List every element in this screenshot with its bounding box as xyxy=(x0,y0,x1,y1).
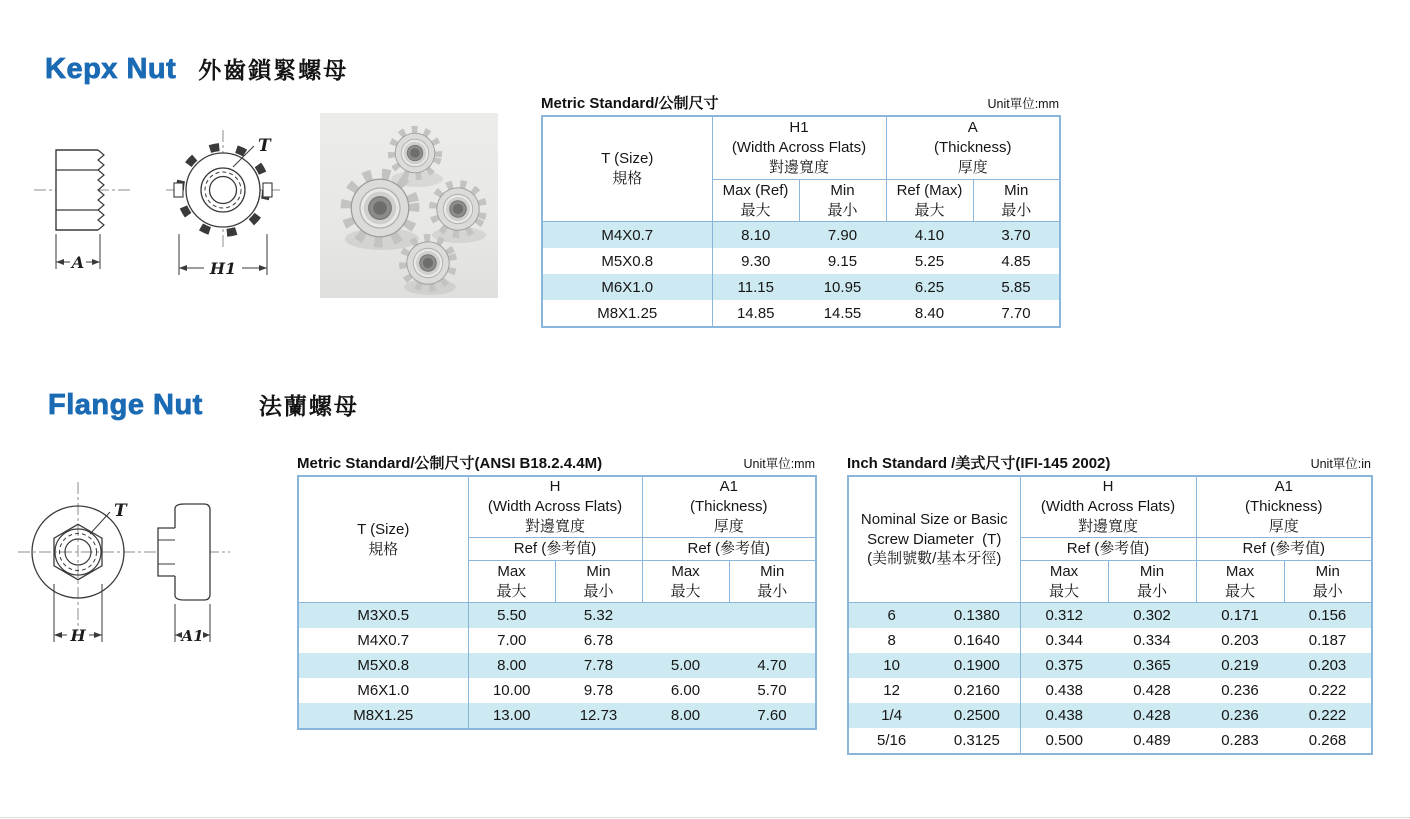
kepx-metric-table-block xyxy=(541,92,1059,328)
flange-metric-table-title: Metric Standard/公制尺寸(ANSI B18.2.4.4M) xyxy=(297,455,603,472)
table-row: M5X0.8 9.30 9.15 5.25 4.85 xyxy=(542,248,1060,274)
kepx-subheader-min-1: Min 最小 xyxy=(799,180,886,222)
flange-inch-size-column-header: Nominal Size or Basic Screw Diameter (T) (美制號數/基本牙徑) xyxy=(848,476,1020,603)
kepx-group-header-a: A (Thickness) 厚度 xyxy=(886,116,1060,180)
flange-inch-subheader-min-2: Min 最小 xyxy=(1284,561,1372,603)
table-row: M8X1.25 13.00 12.73 8.00 7.60 xyxy=(298,703,816,729)
flange-title-zh: 法蘭螺母 xyxy=(258,393,359,419)
kepx-size-column-header: T (Size) 規格 xyxy=(542,116,712,222)
flange-title-en: Flange Nut xyxy=(48,389,203,421)
kepx-table-title: Metric Standard/公制尺寸 xyxy=(541,95,719,112)
kepx-subheader-ref-max: Ref (Max) 最大 xyxy=(886,180,973,222)
flange-inch-subheader-max-1: Max 最大 xyxy=(1020,561,1108,603)
kepx-metric-table xyxy=(541,115,1061,328)
flange-metric-size-column-header: T (Size) 規格 xyxy=(298,476,468,603)
table-row: 8 0.1640 0.344 0.334 0.203 0.187 xyxy=(848,628,1372,653)
table-row: 5/16 0.3125 0.500 0.489 0.283 0.268 xyxy=(848,728,1372,754)
table-row: 6 0.1380 0.312 0.302 0.171 0.156 xyxy=(848,603,1372,629)
flange-section-title xyxy=(48,388,359,422)
flange-inch-table xyxy=(847,475,1373,755)
table-row: M4X0.7 8.10 7.90 4.10 3.70 xyxy=(542,222,1060,249)
kepx-dim-a-label: A xyxy=(71,253,85,272)
flange-metric-table-block xyxy=(297,452,815,730)
flange-inch-subheader-min-1: Min 最小 xyxy=(1108,561,1196,603)
kepx-nuts-photo-graphic xyxy=(320,113,498,298)
kepx-subheader-max-ref: Max (Ref) 最大 xyxy=(712,180,799,222)
flange-dim-h-label: H xyxy=(70,626,86,645)
flange-inch-table-unit: Unit單位:in xyxy=(1310,457,1371,471)
table-row: 10 0.1900 0.375 0.365 0.219 0.203 xyxy=(848,653,1372,678)
kepx-title-en: Kepx Nut xyxy=(45,53,177,85)
flange-metric-ref-header-1: Ref (參考值) xyxy=(468,538,642,561)
flange-metric-subheader-min-2: Min 最小 xyxy=(729,561,816,603)
kepx-technical-drawing xyxy=(28,106,310,302)
flange-metric-subheader-max-1: Max 最大 xyxy=(468,561,555,603)
table-row: 1/4 0.2500 0.438 0.428 0.236 0.222 xyxy=(848,703,1372,728)
flange-metric-group-header-a1: A1 (Thickness) 厚度 xyxy=(642,476,816,538)
flange-metric-subheader-max-2: Max 最大 xyxy=(642,561,729,603)
table-row: M3X0.5 5.50 5.32 xyxy=(298,603,816,629)
flange-inch-group-header-a1: A1 (Thickness) 厚度 xyxy=(1196,476,1372,538)
kepx-section-title xyxy=(45,52,348,86)
flange-metric-subheader-min-1: Min 最小 xyxy=(555,561,642,603)
flange-metric-group-header-h: H (Width Across Flats) 對邊寬度 xyxy=(468,476,642,538)
kepx-subheader-min-2: Min 最小 xyxy=(973,180,1060,222)
kepx-group-header-h1: H1 (Width Across Flats) 對邊寬度 xyxy=(712,116,886,180)
flange-inch-group-header-h: H (Width Across Flats) 對邊寬度 xyxy=(1020,476,1196,538)
table-row: 12 0.2160 0.438 0.428 0.236 0.222 xyxy=(848,678,1372,703)
kepx-dim-h1-label: H1 xyxy=(209,259,237,278)
table-row: M6X1.0 11.15 10.95 6.25 5.85 xyxy=(542,274,1060,300)
table-row: M5X0.8 8.00 7.78 5.00 4.70 xyxy=(298,653,816,678)
kepx-dim-t-label: T xyxy=(258,136,271,156)
flange-technical-drawing xyxy=(18,452,274,652)
flange-dim-a1-label: A1 xyxy=(181,627,204,645)
flange-inch-subheader-max-2: Max 最大 xyxy=(1196,561,1284,603)
flange-inch-table-block xyxy=(847,452,1371,755)
flange-inch-ref-header-2: Ref (參考值) xyxy=(1196,538,1372,561)
table-row: M6X1.0 10.00 9.78 6.00 5.70 xyxy=(298,678,816,703)
table-row: M8X1.25 14.85 14.55 8.40 7.70 xyxy=(542,300,1060,327)
flange-inch-ref-header-1: Ref (參考值) xyxy=(1020,538,1196,561)
flange-metric-table-unit: Unit單位:mm xyxy=(743,457,815,471)
flange-metric-ref-header-2: Ref (參考值) xyxy=(642,538,816,561)
flange-dim-t-label: T xyxy=(114,501,127,521)
flange-metric-table xyxy=(297,475,817,730)
kepx-nuts-photo xyxy=(320,113,498,298)
table-row: M4X0.7 7.00 6.78 xyxy=(298,628,816,653)
kepx-table-unit: Unit單位:mm xyxy=(987,97,1059,111)
page-bottom-divider xyxy=(0,817,1410,818)
flange-inch-table-title: Inch Standard /美式尺寸(IFI-145 2002) xyxy=(847,455,1111,472)
kepx-title-zh: 外齒鎖緊螺母 xyxy=(198,57,349,83)
